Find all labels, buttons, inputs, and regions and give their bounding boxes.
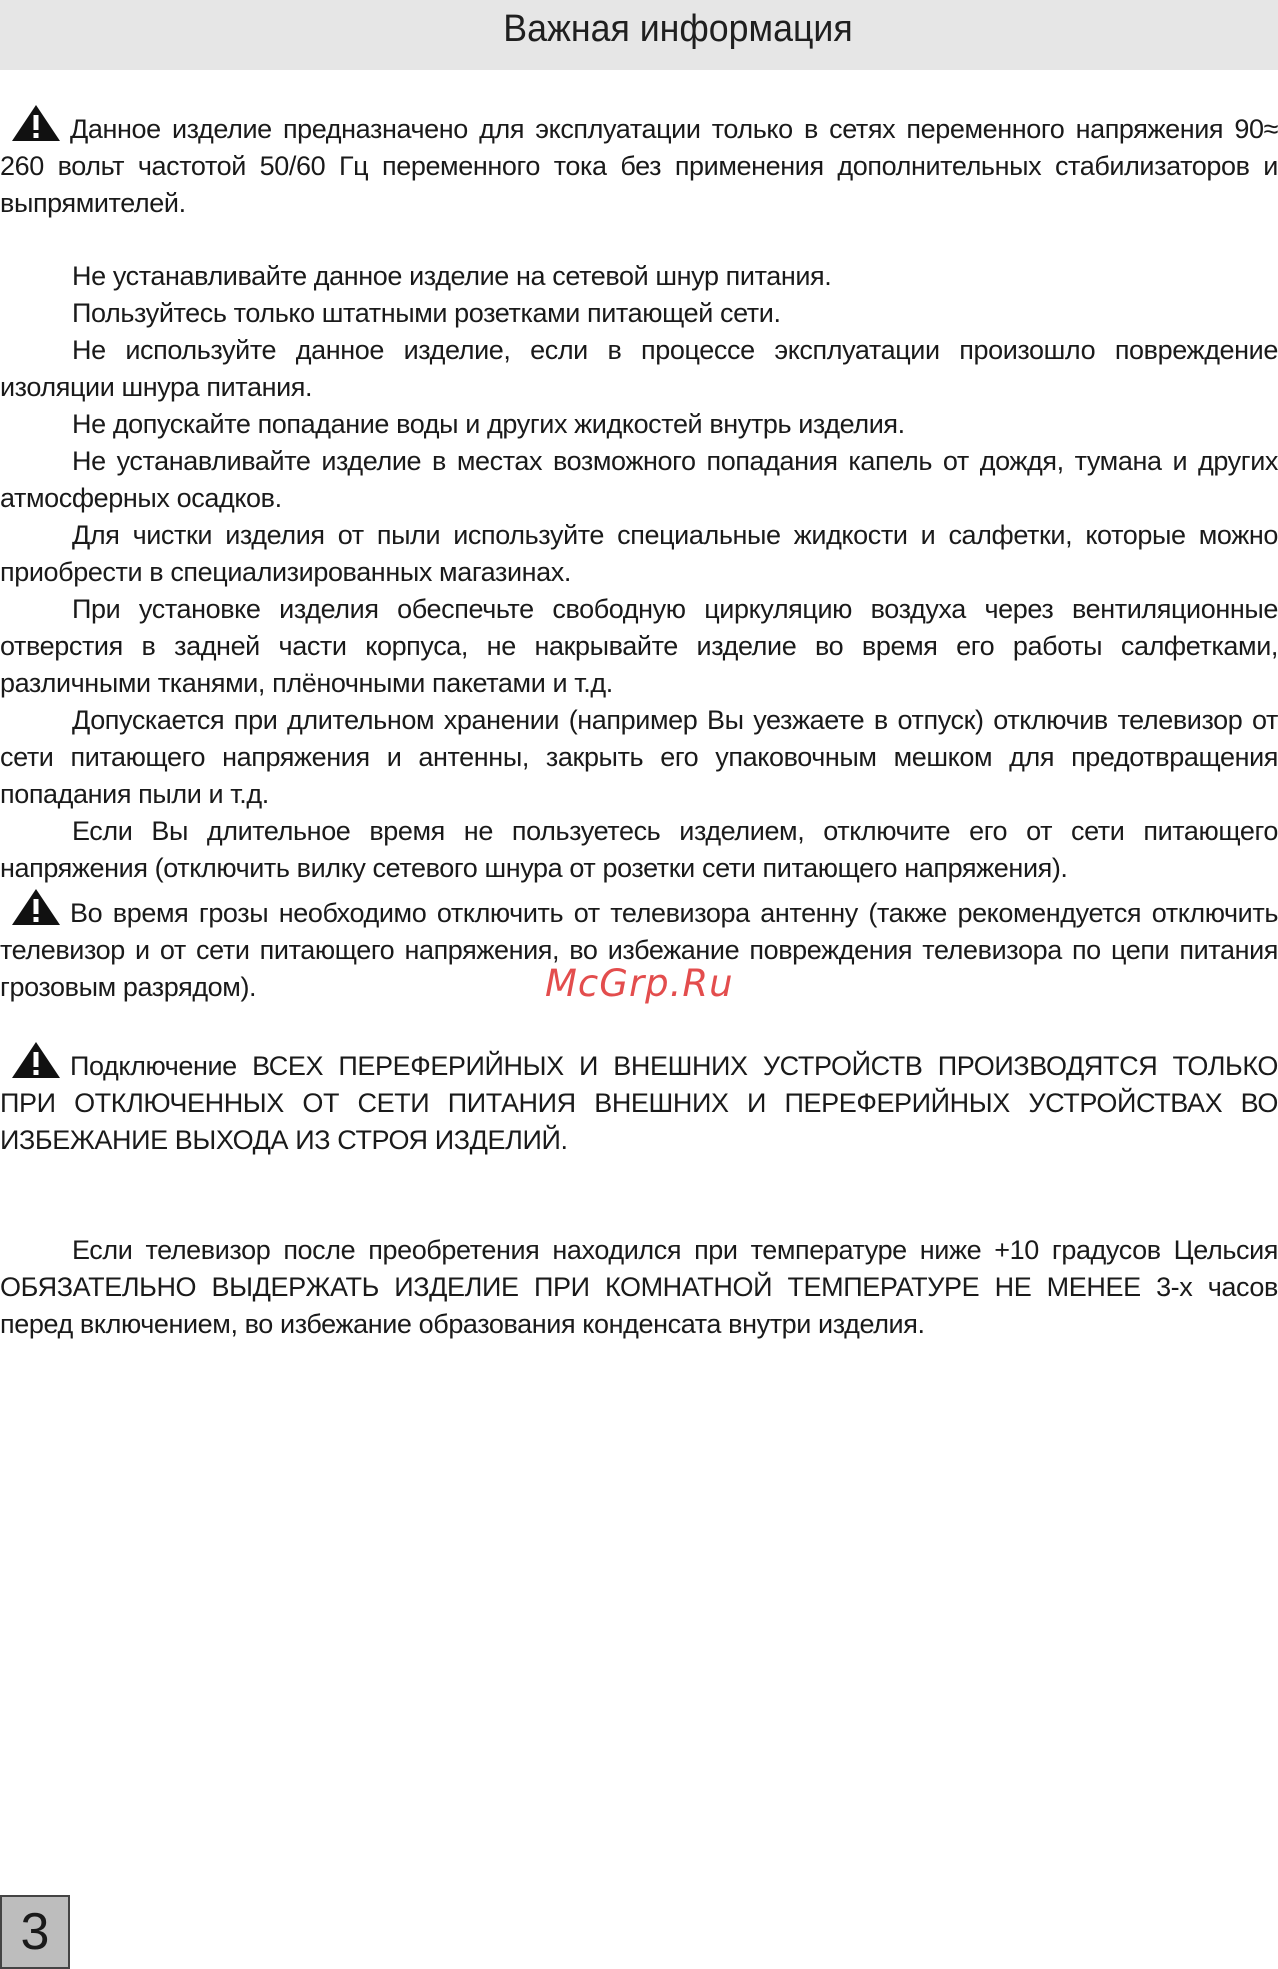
rule-paragraph: Не устанавливайте изделие в местах возможного попадания капель от дождя, тумана и других атмосферных осадков. (0, 446, 1278, 513)
rule-paragraph: Не используйте данное изделие, если в процессе эксплуатации произошло повреждение изоляции шнура питания. (0, 335, 1278, 402)
rule-paragraph: При установке изделия обеспечьте свободную циркуляцию воздуха через вентиляционные отверстия в задней части корпуса, не накрывайте изделие во время его работы салфетками, различными тканями, плёночными пакетами и т.д. (0, 594, 1278, 698)
warning-triangle-icon (10, 887, 62, 927)
warning-triangle-icon (10, 103, 62, 143)
warning-peripherals-paragraph (0, 1040, 1278, 1159)
rule-paragraph: Не допускайте попадание воды и других жидкостей внутрь изделия. (72, 409, 905, 439)
page-title: Важная информация (503, 8, 853, 50)
warning-power-text: Данное изделие предназначено для эксплуатации только в сетях переменного напряжения 90≈ 260 вольт частотой 50/60 Гц переменного тока без применения дополнительных стабилизаторов и выпрямителей. (0, 114, 1278, 218)
rule-paragraph: Допускается при длительном хранении (например Вы уезжаете в отпуск) отключив телевизор от сети питающего напряжения и антенны, закрыть его упаковочным мешком для предотвращения попадания пыли и т.д. (0, 705, 1278, 809)
page-number-badge: 3 (0, 1895, 70, 1969)
warning-power-paragraph (0, 103, 1278, 222)
warning-peripherals-text: Подключение ВСЕХ ПЕРЕФЕРИЙНЫХ И ВНЕШНИХ УСТРОЙСТВ ПРОИЗВОДЯТСЯ ТОЛЬКО ПРИ ОТКЛЮЧЕННЫХ ОТ СЕТИ ПИТАНИЯ ВНЕШНИХ И ПЕРЕФЕРИЙНЫХ УСТРОЙСТВАХ ВО ИЗБЕЖАНИЕ ВЫХОДА ИЗ СТРОЯ ИЗДЕЛИЙ. (0, 1051, 1278, 1155)
warning-triangle-icon (10, 1040, 62, 1080)
rule-paragraph: Не устанавливайте данное изделие на сетевой шнур питания. (72, 261, 832, 291)
watermark: McGrp.Ru (545, 962, 734, 1005)
warning-storm-text: Во время грозы необходимо отключить от телевизора антенну (также рекомендуется отключить телевизор и от сети питающего напряжения, во избежание повреждения телевизора по цепи питания грозовым разрядом). (0, 898, 1278, 1002)
rule-paragraph: Если Вы длительное время не пользуетесь изделием, отключите его от сети питающего напряжения (отключить вилку сетевого шнура от розетки сети питающего напряжения). (0, 816, 1278, 883)
temperature-note: Если телевизор после преобретения находился при температуре ниже +10 градусов Цельсия ОБЯЗАТЕЛЬНО ВЫДЕРЖАТЬ ИЗДЕЛИЕ ПРИ КОМНАТНОЙ ТЕМПЕРАТУРЕ НЕ МЕНЕЕ 3-х часов перед включением, во избежание образования конденсата внутри изделия. (0, 1235, 1278, 1339)
rule-paragraph: Пользуйтесь только штатными розетками питающей сети. (72, 298, 781, 328)
document-body (0, 103, 1278, 1343)
rule-paragraph: Для чистки изделия от пыли используйте специальные жидкости и салфетки, которые можно приобрести в специализированных магазинах. (0, 520, 1278, 587)
